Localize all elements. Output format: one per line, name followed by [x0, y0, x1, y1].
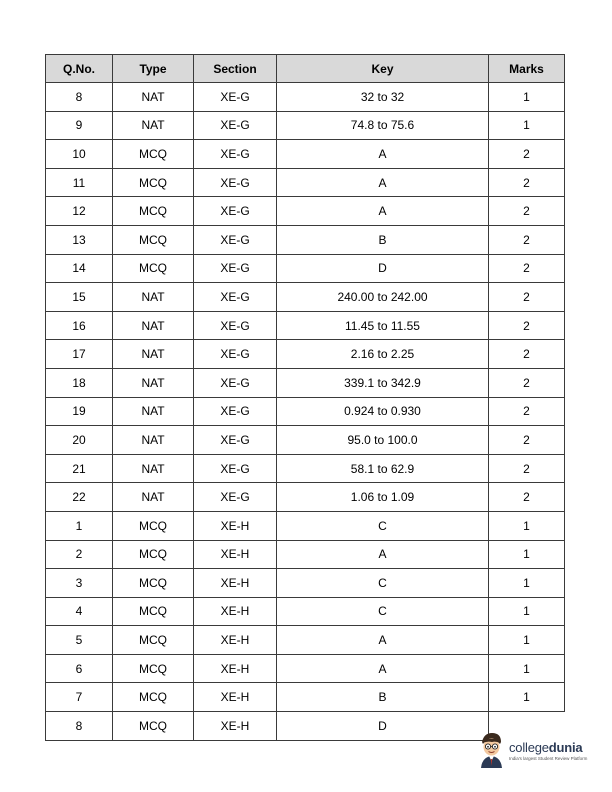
key-cell: 74.8 to 75.6: [277, 111, 489, 140]
marks-cell: 1: [489, 569, 565, 598]
type-cell: MCQ: [113, 626, 194, 655]
table-row: [46, 454, 565, 483]
key-cell: A: [277, 140, 489, 169]
marks-cell: 1: [489, 626, 565, 655]
section-cell: XE-H: [194, 626, 277, 655]
section-cell: XE-H: [194, 511, 277, 540]
marks-cell: 1: [489, 683, 565, 712]
marks-cell: 1: [489, 654, 565, 683]
key-cell: A: [277, 168, 489, 197]
key-cell: 2.16 to 2.25: [277, 340, 489, 369]
section-cell: XE-G: [194, 140, 277, 169]
header-type: Type: [113, 55, 194, 83]
section-cell: XE-G: [194, 225, 277, 254]
marks-cell: 1: [489, 111, 565, 140]
header-marks: Marks: [489, 55, 565, 83]
section-cell: XE-H: [194, 569, 277, 598]
qno-cell: 14: [46, 254, 113, 283]
section-cell: XE-G: [194, 197, 277, 226]
marks-cell: 2: [489, 340, 565, 369]
key-cell: A: [277, 197, 489, 226]
key-cell: 11.45 to 11.55: [277, 311, 489, 340]
key-cell: 1.06 to 1.09: [277, 483, 489, 512]
table-row: [46, 483, 565, 512]
qno-cell: 9: [46, 111, 113, 140]
marks-cell: 2: [489, 140, 565, 169]
section-cell: XE-G: [194, 311, 277, 340]
qno-cell: 19: [46, 397, 113, 426]
key-cell: C: [277, 511, 489, 540]
type-cell: MCQ: [113, 140, 194, 169]
marks-cell: 2: [489, 426, 565, 455]
type-cell: MCQ: [113, 511, 194, 540]
marks-cell: 1: [489, 597, 565, 626]
qno-cell: 8: [46, 83, 113, 112]
type-cell: NAT: [113, 483, 194, 512]
marks-cell: 2: [489, 397, 565, 426]
key-cell: A: [277, 540, 489, 569]
section-cell: XE-H: [194, 654, 277, 683]
table-row: [46, 569, 565, 598]
qno-cell: 6: [46, 654, 113, 683]
marks-cell: 2: [489, 254, 565, 283]
type-cell: MCQ: [113, 254, 194, 283]
section-cell: XE-G: [194, 454, 277, 483]
type-cell: MCQ: [113, 197, 194, 226]
qno-cell: 3: [46, 569, 113, 598]
section-cell: XE-H: [194, 540, 277, 569]
qno-cell: 13: [46, 225, 113, 254]
table-row: [46, 283, 565, 312]
section-cell: XE-G: [194, 254, 277, 283]
qno-cell: 17: [46, 340, 113, 369]
section-cell: XE-G: [194, 168, 277, 197]
qno-cell: 15: [46, 283, 113, 312]
type-cell: MCQ: [113, 569, 194, 598]
watermark-brand: [509, 740, 587, 755]
type-cell: NAT: [113, 83, 194, 112]
type-cell: NAT: [113, 283, 194, 312]
key-cell: C: [277, 569, 489, 598]
type-cell: NAT: [113, 454, 194, 483]
section-cell: XE-H: [194, 683, 277, 712]
qno-cell: 2: [46, 540, 113, 569]
type-cell: NAT: [113, 397, 194, 426]
table-row: [46, 83, 565, 112]
table-row: [46, 254, 565, 283]
qno-cell: 12: [46, 197, 113, 226]
qno-cell: 11: [46, 168, 113, 197]
table-body: [46, 83, 565, 741]
header-qno: Q.No.: [46, 55, 113, 83]
table-row: [46, 597, 565, 626]
section-cell: XE-G: [194, 111, 277, 140]
marks-cell: 2: [489, 483, 565, 512]
type-cell: MCQ: [113, 654, 194, 683]
qno-cell: 5: [46, 626, 113, 655]
key-cell: D: [277, 254, 489, 283]
marks-cell: 2: [489, 368, 565, 397]
table-row: [46, 626, 565, 655]
section-cell: XE-G: [194, 483, 277, 512]
student-mascot-icon: [476, 730, 506, 770]
qno-cell: 20: [46, 426, 113, 455]
table-row: [46, 397, 565, 426]
type-cell: NAT: [113, 368, 194, 397]
table-row: [46, 197, 565, 226]
type-cell: MCQ: [113, 540, 194, 569]
section-cell: XE-G: [194, 83, 277, 112]
table-row: [46, 225, 565, 254]
key-cell: A: [277, 654, 489, 683]
table-row: [46, 368, 565, 397]
marks-cell: 2: [489, 311, 565, 340]
key-cell: 240.00 to 242.00: [277, 283, 489, 312]
qno-cell: 16: [46, 311, 113, 340]
key-cell: 0.924 to 0.930: [277, 397, 489, 426]
qno-cell: 10: [46, 140, 113, 169]
watermark-tagline: India's largest Student Review Platform: [509, 755, 588, 761]
section-cell: XE-G: [194, 397, 277, 426]
table-row: [46, 683, 565, 712]
type-cell: MCQ: [113, 683, 194, 712]
table-row: [46, 511, 565, 540]
key-cell: B: [277, 225, 489, 254]
marks-cell: 1: [489, 83, 565, 112]
type-cell: NAT: [113, 311, 194, 340]
collegedunia-watermark: [476, 728, 606, 772]
type-cell: MCQ: [113, 712, 194, 741]
table-row: [46, 140, 565, 169]
type-cell: MCQ: [113, 225, 194, 254]
qno-cell: 8: [46, 712, 113, 741]
table-row: [46, 311, 565, 340]
key-cell: B: [277, 683, 489, 712]
key-cell: 58.1 to 62.9: [277, 454, 489, 483]
qno-cell: 4: [46, 597, 113, 626]
table-row: [46, 340, 565, 369]
table-row: [46, 540, 565, 569]
type-cell: NAT: [113, 426, 194, 455]
marks-cell: 2: [489, 225, 565, 254]
table-row: [46, 426, 565, 455]
marks-cell: 2: [489, 197, 565, 226]
section-cell: XE-H: [194, 712, 277, 741]
key-cell: D: [277, 712, 489, 741]
section-cell: XE-G: [194, 426, 277, 455]
key-cell: C: [277, 597, 489, 626]
type-cell: NAT: [113, 111, 194, 140]
table-row: [46, 168, 565, 197]
qno-cell: 18: [46, 368, 113, 397]
key-cell: 339.1 to 342.9: [277, 368, 489, 397]
answer-key-table: [45, 54, 565, 741]
marks-cell: 2: [489, 283, 565, 312]
key-cell: 95.0 to 100.0: [277, 426, 489, 455]
type-cell: MCQ: [113, 597, 194, 626]
section-cell: XE-G: [194, 340, 277, 369]
section-cell: XE-G: [194, 368, 277, 397]
table-row: [46, 111, 565, 140]
type-cell: NAT: [113, 340, 194, 369]
qno-cell: 1: [46, 511, 113, 540]
marks-cell: 2: [489, 168, 565, 197]
key-cell: 32 to 32: [277, 83, 489, 112]
table-header-row: [46, 55, 565, 83]
brand-prefix: college: [509, 739, 549, 755]
marks-cell: 2: [489, 454, 565, 483]
qno-cell: 21: [46, 454, 113, 483]
header-section: Section: [194, 55, 277, 83]
table-row: [46, 654, 565, 683]
qno-cell: 7: [46, 683, 113, 712]
header-key: Key: [277, 55, 489, 83]
qno-cell: 22: [46, 483, 113, 512]
section-cell: XE-G: [194, 283, 277, 312]
type-cell: MCQ: [113, 168, 194, 197]
watermark-text: [509, 740, 587, 761]
key-cell: A: [277, 626, 489, 655]
marks-cell: 1: [489, 511, 565, 540]
brand-suffix: dunia: [548, 739, 583, 755]
section-cell: XE-H: [194, 597, 277, 626]
marks-cell: 1: [489, 540, 565, 569]
